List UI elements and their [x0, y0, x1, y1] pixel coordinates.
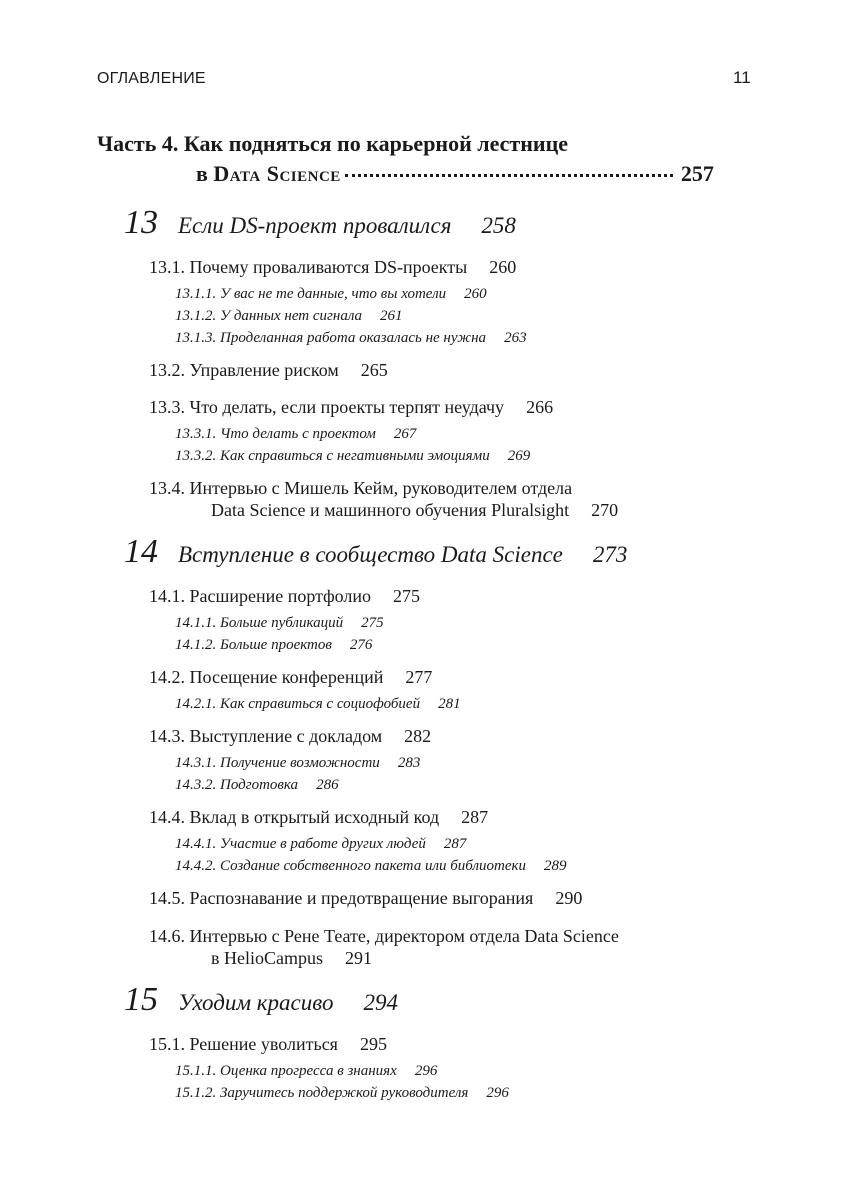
subsection-page: 296 [414, 1063, 438, 1079]
section-title: 14.4. Вклад в открытый исходный код [149, 807, 440, 827]
section-title: 14.5. Распознавание и предотвращение выгорания [149, 888, 534, 908]
section-page: 295 [359, 1034, 387, 1054]
subsection-title: 13.1.1. У вас не те данные, что вы хотели [175, 286, 447, 302]
toc-section-continuation[interactable] [211, 500, 618, 521]
toc-section[interactable] [149, 926, 619, 947]
subsection-title: 14.3.2. Подготовка [175, 777, 299, 793]
chapter-number: 15 [124, 981, 158, 1018]
toc-subsection[interactable] [175, 777, 339, 794]
toc-chapter[interactable] [124, 533, 627, 571]
subsection-page: 289 [544, 858, 567, 874]
chapter-page: 273 [592, 542, 628, 567]
toc-subsection[interactable] [175, 836, 466, 853]
section-title: 14.3. Выступление с докладом [149, 726, 383, 746]
section-title: 14.6. Интервью с Рене Теате, директором отдела Data Science [149, 926, 619, 946]
part-title-smallcaps: Data Science [213, 161, 341, 186]
toc-subsection[interactable] [175, 286, 487, 303]
subsection-title: 13.3.2. Как справиться с негативными эмоциями [175, 448, 490, 464]
toc-subsection[interactable] [175, 308, 403, 325]
subsection-title: 14.1.1. Больше публикаций [175, 615, 344, 631]
section-page: 266 [526, 397, 554, 417]
subsection-page: 296 [486, 1085, 509, 1101]
section-title: 14.2. Посещение конференций [149, 667, 384, 687]
subsection-page: 269 [507, 448, 531, 464]
chapter-title: Уходим красиво [178, 990, 334, 1015]
leader-dots [345, 174, 673, 177]
section-title-cont: Data Science и машинного обучения Pluralsight [211, 500, 570, 520]
running-title: ОГЛАВЛЕНИЕ [97, 70, 206, 87]
section-page: 282 [404, 726, 432, 746]
subsection-title: 14.2.1. Как справиться с социофобией [175, 696, 421, 712]
toc-section[interactable] [149, 360, 388, 381]
chapter-number: 13 [124, 204, 158, 241]
section-page: 277 [405, 667, 433, 687]
section-page: 290 [555, 888, 583, 908]
subsection-page: 267 [393, 426, 417, 442]
chapter-number: 14 [124, 533, 158, 570]
section-title-cont: в HelioCampus [211, 948, 323, 968]
subsection-title: 15.1.2. Заручитесь поддержкой руководителя [175, 1085, 469, 1101]
section-page: 291 [345, 948, 372, 968]
chapter-page: 258 [481, 213, 516, 238]
section-page: 275 [393, 586, 421, 606]
section-title: 13.1. Почему проваливаются DS-проекты [149, 257, 468, 277]
chapter-page: 294 [363, 990, 398, 1015]
toc-section[interactable] [149, 478, 572, 499]
toc-section[interactable] [149, 586, 420, 607]
subsection-title: 15.1.1. Оценка прогресса в знаниях [175, 1063, 397, 1079]
toc-section-continuation[interactable] [211, 948, 372, 969]
toc-section[interactable] [149, 888, 582, 909]
section-title: 15.1. Решение уволиться [149, 1034, 338, 1054]
toc-chapter[interactable] [124, 204, 516, 242]
toc-section[interactable] [149, 726, 431, 747]
subsection-page: 263 [504, 330, 527, 346]
subsection-title: 14.4.1. Участие в работе других людей [175, 836, 426, 852]
subsection-page: 275 [361, 615, 384, 631]
subsection-title: 13.1.3. Проделанная работа оказалась не нужна [175, 330, 487, 346]
toc-subsection[interactable] [175, 858, 567, 875]
subsection-page: 281 [438, 696, 461, 712]
toc-subsection[interactable] [175, 448, 530, 465]
toc-section[interactable] [149, 397, 553, 418]
subsection-title: 14.3.1. Получение возможности [175, 755, 380, 771]
part-title-continuation [196, 161, 714, 187]
subsection-page: 260 [464, 286, 487, 302]
toc-section[interactable] [149, 257, 516, 278]
subsection-title: 13.3.1. Что делать с проектом [175, 426, 376, 442]
subsection-page: 286 [316, 777, 339, 793]
part-page: 257 [680, 161, 714, 186]
section-page: 265 [360, 360, 388, 380]
toc-subsection[interactable] [175, 330, 527, 347]
chapter-title: Вступление в сообщество Data Science [178, 542, 563, 567]
subsection-title: 13.1.2. У данных нет сигнала [175, 308, 363, 324]
section-page: 270 [591, 500, 619, 520]
subsection-page: 287 [443, 836, 467, 852]
part-title: Часть 4. Как подняться по карьерной лестнице [97, 131, 569, 156]
section-page: 260 [489, 257, 517, 277]
page-number: 11 [733, 68, 751, 87]
toc-subsection[interactable] [175, 755, 420, 772]
toc-subsection[interactable] [175, 1063, 437, 1080]
toc-subsection[interactable] [175, 637, 372, 654]
section-title: 13.4. Интервью с Мишель Кейм, руководителем отдела [149, 478, 573, 498]
part-title-prefix: в [196, 161, 208, 186]
section-title: 13.3. Что делать, если проекты терпят неудачу [149, 397, 505, 417]
toc-chapter[interactable] [124, 981, 398, 1019]
section-title: 14.1. Расширение портфолио [149, 586, 372, 606]
subsection-page: 276 [349, 637, 373, 653]
chapter-title: Если DS-проект провалился [178, 213, 452, 238]
toc-section[interactable] [149, 667, 432, 688]
subsection-page: 261 [380, 308, 403, 324]
toc-section[interactable] [149, 1034, 387, 1055]
subsection-title: 14.4.2. Создание собственного пакета или библиотеки [175, 858, 526, 874]
toc-subsection[interactable] [175, 696, 461, 713]
subsection-page: 283 [397, 755, 421, 771]
toc-section[interactable] [149, 807, 488, 828]
toc-subsection[interactable] [175, 1085, 509, 1102]
toc-subsection[interactable] [175, 615, 384, 632]
section-page: 287 [461, 807, 489, 827]
subsection-title: 14.1.2. Больше проектов [175, 637, 332, 653]
section-title: 13.2. Управление риском [149, 360, 339, 380]
toc-subsection[interactable] [175, 426, 416, 443]
